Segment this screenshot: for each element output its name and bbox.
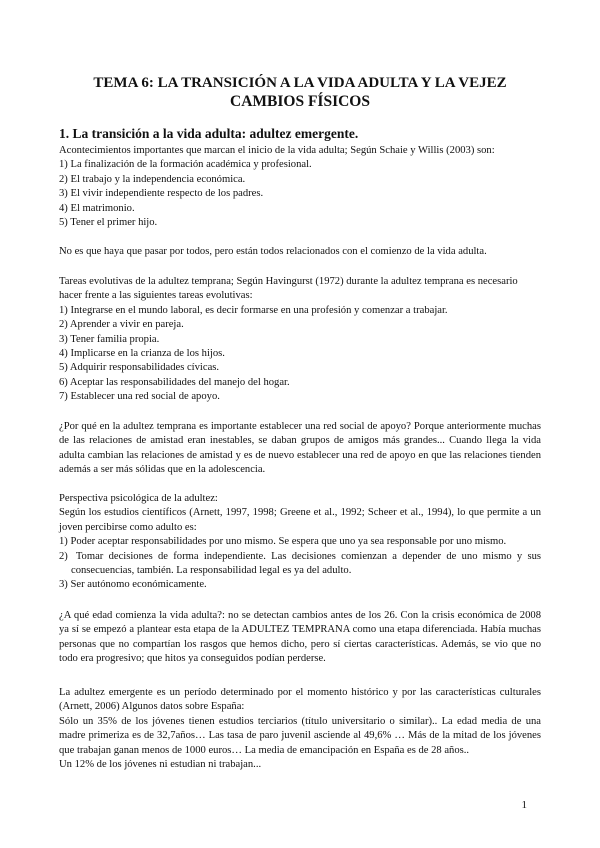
document-title: TEMA 6: LA TRANSICIÓN A LA VIDA ADULTA Y LA VEJEZ xyxy=(93,75,507,91)
paragraph xyxy=(59,420,541,478)
list-item: 1) Poder aceptar responsabilidades por uno mismo. Se espera que uno ya sea responsable por uno mismo. xyxy=(59,536,507,548)
list-item: 3) Ser autónomo económicamente. xyxy=(59,579,207,591)
emerging-adulthood-block xyxy=(59,686,541,772)
list-item: 7) Establecer una red social de apoyo. xyxy=(59,391,220,403)
section-heading: 1. La transición a la vida adulta: adultez emergente. xyxy=(59,126,359,141)
list-item: 3) Tener familia propia. xyxy=(59,333,160,345)
age-paragraph: ¿A qué edad comienza la vida adulta?: no se detectan cambios antes de los 26. Con la crisis económica de 2008 ya sí se empezó a plantear esta etapa de la ADULTEZ TEMPRANA como una etapa diferenciada. Había muchas personas que no compartían los rasgos que hemos dicho, pero sí ciertas características. Además, se vio que no todo era progresivo; que hitos ya conseguidos podían perderse. xyxy=(59,610,541,665)
perspective-block xyxy=(59,492,541,593)
document-subtitle: CAMBIOS FÍSICOS xyxy=(230,93,370,110)
list-item: 3) El vivir independiente respecto de los padres. xyxy=(59,188,264,200)
spain-data-last: Un 12% de los jóvenes ni estudian ni trabajan... xyxy=(59,759,262,771)
list-item: 5) Adquirir responsabilidades cívicas. xyxy=(59,362,220,374)
paragraph xyxy=(59,245,541,259)
list-item: 4) Implicarse en la crianza de los hijos. xyxy=(59,348,225,360)
page-number: 1 xyxy=(521,799,527,811)
list-item: 2) El trabajo y la independencia económica. xyxy=(59,173,246,185)
life-events-note: No es que haya que pasar por todos, pero están todos relacionados con el comienzo de la vida adulta. xyxy=(59,246,487,257)
list-item: 4) El matrimonio. xyxy=(59,202,135,214)
life-events-intro: Acontecimientos importantes que marcan el inicio de la vida adulta; Según Schaie y Willis (2003) son: xyxy=(59,145,495,156)
emerging-paragraph: La adultez emergente es un período determinado por el momento histórico y por las características culturales (Arnett, 2006) Algunos datos sobre España: xyxy=(59,687,541,713)
support-paragraph: ¿Por qué en la adultez temprana es importante establecer una red social de apoyo? Porque anteriormente muchas de las relaciones de amistad eran inestables, se daban grupos de amigos más grandes... Cuando llega la vida adulta cambian las relaciones de amistad y es de nuevo establecer una red de apoyo en que las relaciones tienden además a ser más sólidas que en la adolescencia. xyxy=(59,421,541,476)
perspective-intro: Según los estudios científicos (Arnett, 1997, 1998; Greene et al., 1992; Scheer et al., 1994), lo que permite a un joven percibirse como adulto es: xyxy=(59,507,541,533)
life-events-block xyxy=(59,144,541,230)
list-item: 1) Integrarse en el mundo laboral, es decir formarse en una profesión y comenzar a trabajar. xyxy=(59,304,448,316)
tasks-block xyxy=(59,275,541,405)
list-item: 5) Tener el primer hijo. xyxy=(59,217,158,229)
spain-data: Sólo un 35% de los jóvenes tienen estudios terciarios (título universitario o similar).. La edad media de una madre primeriza es de 32,7años… Las tasa de paro juvenil asciende al 49,6% … Más de la mitad de los jóvenes que trabajan ganan menos de 1000 euros… La media de emancipación en España es de 28 años.. xyxy=(59,715,541,756)
tasks-intro: Tareas evolutivas de la adultez temprana; Según Havingurst (1972) durante la adultez temprana es necesario hacer frente a las siguientes tareas evolutivas: xyxy=(59,276,518,302)
paragraph xyxy=(59,609,541,667)
list-item: 6) Aceptar las responsabilidades del manejo del hogar. xyxy=(59,376,290,388)
perspective-heading: Perspectiva psicológica de la adultez: xyxy=(59,493,218,504)
list-item: 1) La finalización de la formación académica y profesional. xyxy=(59,159,312,171)
list-item: 2) Tomar decisiones de forma independiente. Las decisiones comienzan a depender de uno mismo y sus consecuencias, también. La responsabilidad legal es ya del adulto. xyxy=(59,550,541,577)
list-item: 2) Aprender a vivir en pareja. xyxy=(59,319,184,331)
